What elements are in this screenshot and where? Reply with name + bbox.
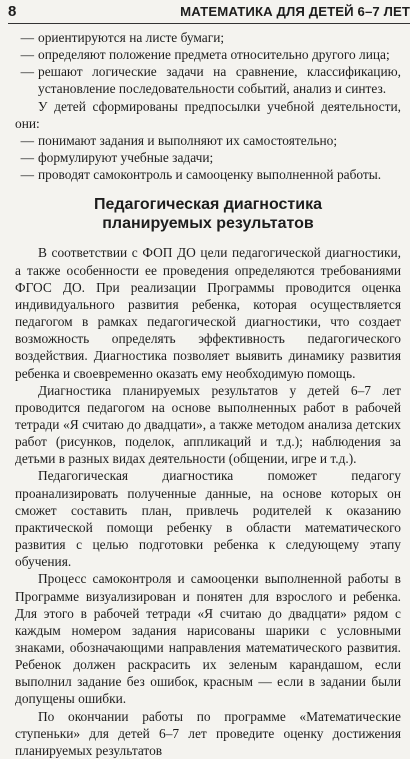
- list-item: — ориентируются на листе бумаги;: [15, 29, 401, 46]
- dash-marker: [21, 166, 38, 183]
- dash-marker: [21, 149, 38, 166]
- list-item: — формулируют учебные задачи;: [15, 149, 401, 166]
- skills-list: [15, 29, 401, 98]
- dash-marker: [21, 132, 38, 149]
- section-heading: [15, 195, 401, 233]
- dash-marker: [21, 29, 38, 46]
- body-paragraph: По окончании работы по программе «Математические ступеньки» для детей 6–7 лет проведите оценку достижения планируемых результатов: [15, 708, 401, 758]
- intro-paragraph: У детей сформированы предпосылки учебной деятельности, они:: [15, 98, 401, 131]
- body-paragraph: В соответствии с ФОП ДО цели педагогической диагностики, а также особенности ее проведения определяются требованиями ФГОС ДО. При реализации Программы проводится оценка индивидуального развития ребенка, которая осуществляется педагогом в рамках педагогической диагностики, что создает возможность определять эффективность педагогического воздействия. Диагностика позволяет выявить динамику развития ребенка и своевременно оказать ему необходимую помощь.: [15, 245, 401, 381]
- dash-marker: [21, 63, 38, 80]
- list-item: — решают логические задачи на сравнение, классификацию, установление последовательности событий, анализ и синтез.: [15, 63, 401, 97]
- section-heading-line: Педагогическая диагностика: [94, 196, 322, 214]
- dash-marker: [21, 46, 38, 63]
- learning-prereq-list: [15, 132, 401, 183]
- list-item: — определяют положение предмета относительно другого лица;: [15, 46, 401, 63]
- body-paragraph: Процесс самоконтроля и самооценки выполненной работы в Программе визуализирован и понятен для взрослого и ребенка. Для этого в рабочей тетради «Я считаю до двадцати» рядом с каждым номером задания нарисованы шарики с условными знаками, обозначающими направления математического развития. Ребенок должен раскрасить их зеленым карандашом, если выполнил задание без ошибок, красным — если в задании были допущены ошибки.: [15, 571, 401, 707]
- section-heading-line: планируемых результатов: [102, 215, 314, 233]
- page-header: [8, 3, 410, 24]
- page-number: 8: [8, 3, 17, 20]
- list-item: — проводят самоконтроль и самооценку выполненной работы.: [15, 166, 401, 183]
- list-item: — понимают задания и выполняют их самостоятельно;: [15, 132, 401, 149]
- page-content: [15, 29, 401, 759]
- body-paragraph: Педагогическая диагностика поможет педагогу проанализировать полученные данные, на основе которых он сможет составить план, привлечь родителей к оказанию практической помощи ребенку в области математического развития с целью подготовки ребенка к следующему этапу обучения.: [15, 468, 401, 570]
- running-title: МАТЕМАТИКА ДЛЯ ДЕТЕЙ 6–7 ЛЕТ: [180, 4, 410, 19]
- body-paragraph: Диагностика планируемых результатов у детей 6–7 лет проводится педагогом на основе выполненных работ в рабочей тетради «Я считаю до двадцати», а также методом анализа детских работ (рисунков, поделок, аппликаций и т.д.); наблюдения за детьми в разных видах деятельности (общении, игре и т.д.).: [15, 382, 401, 467]
